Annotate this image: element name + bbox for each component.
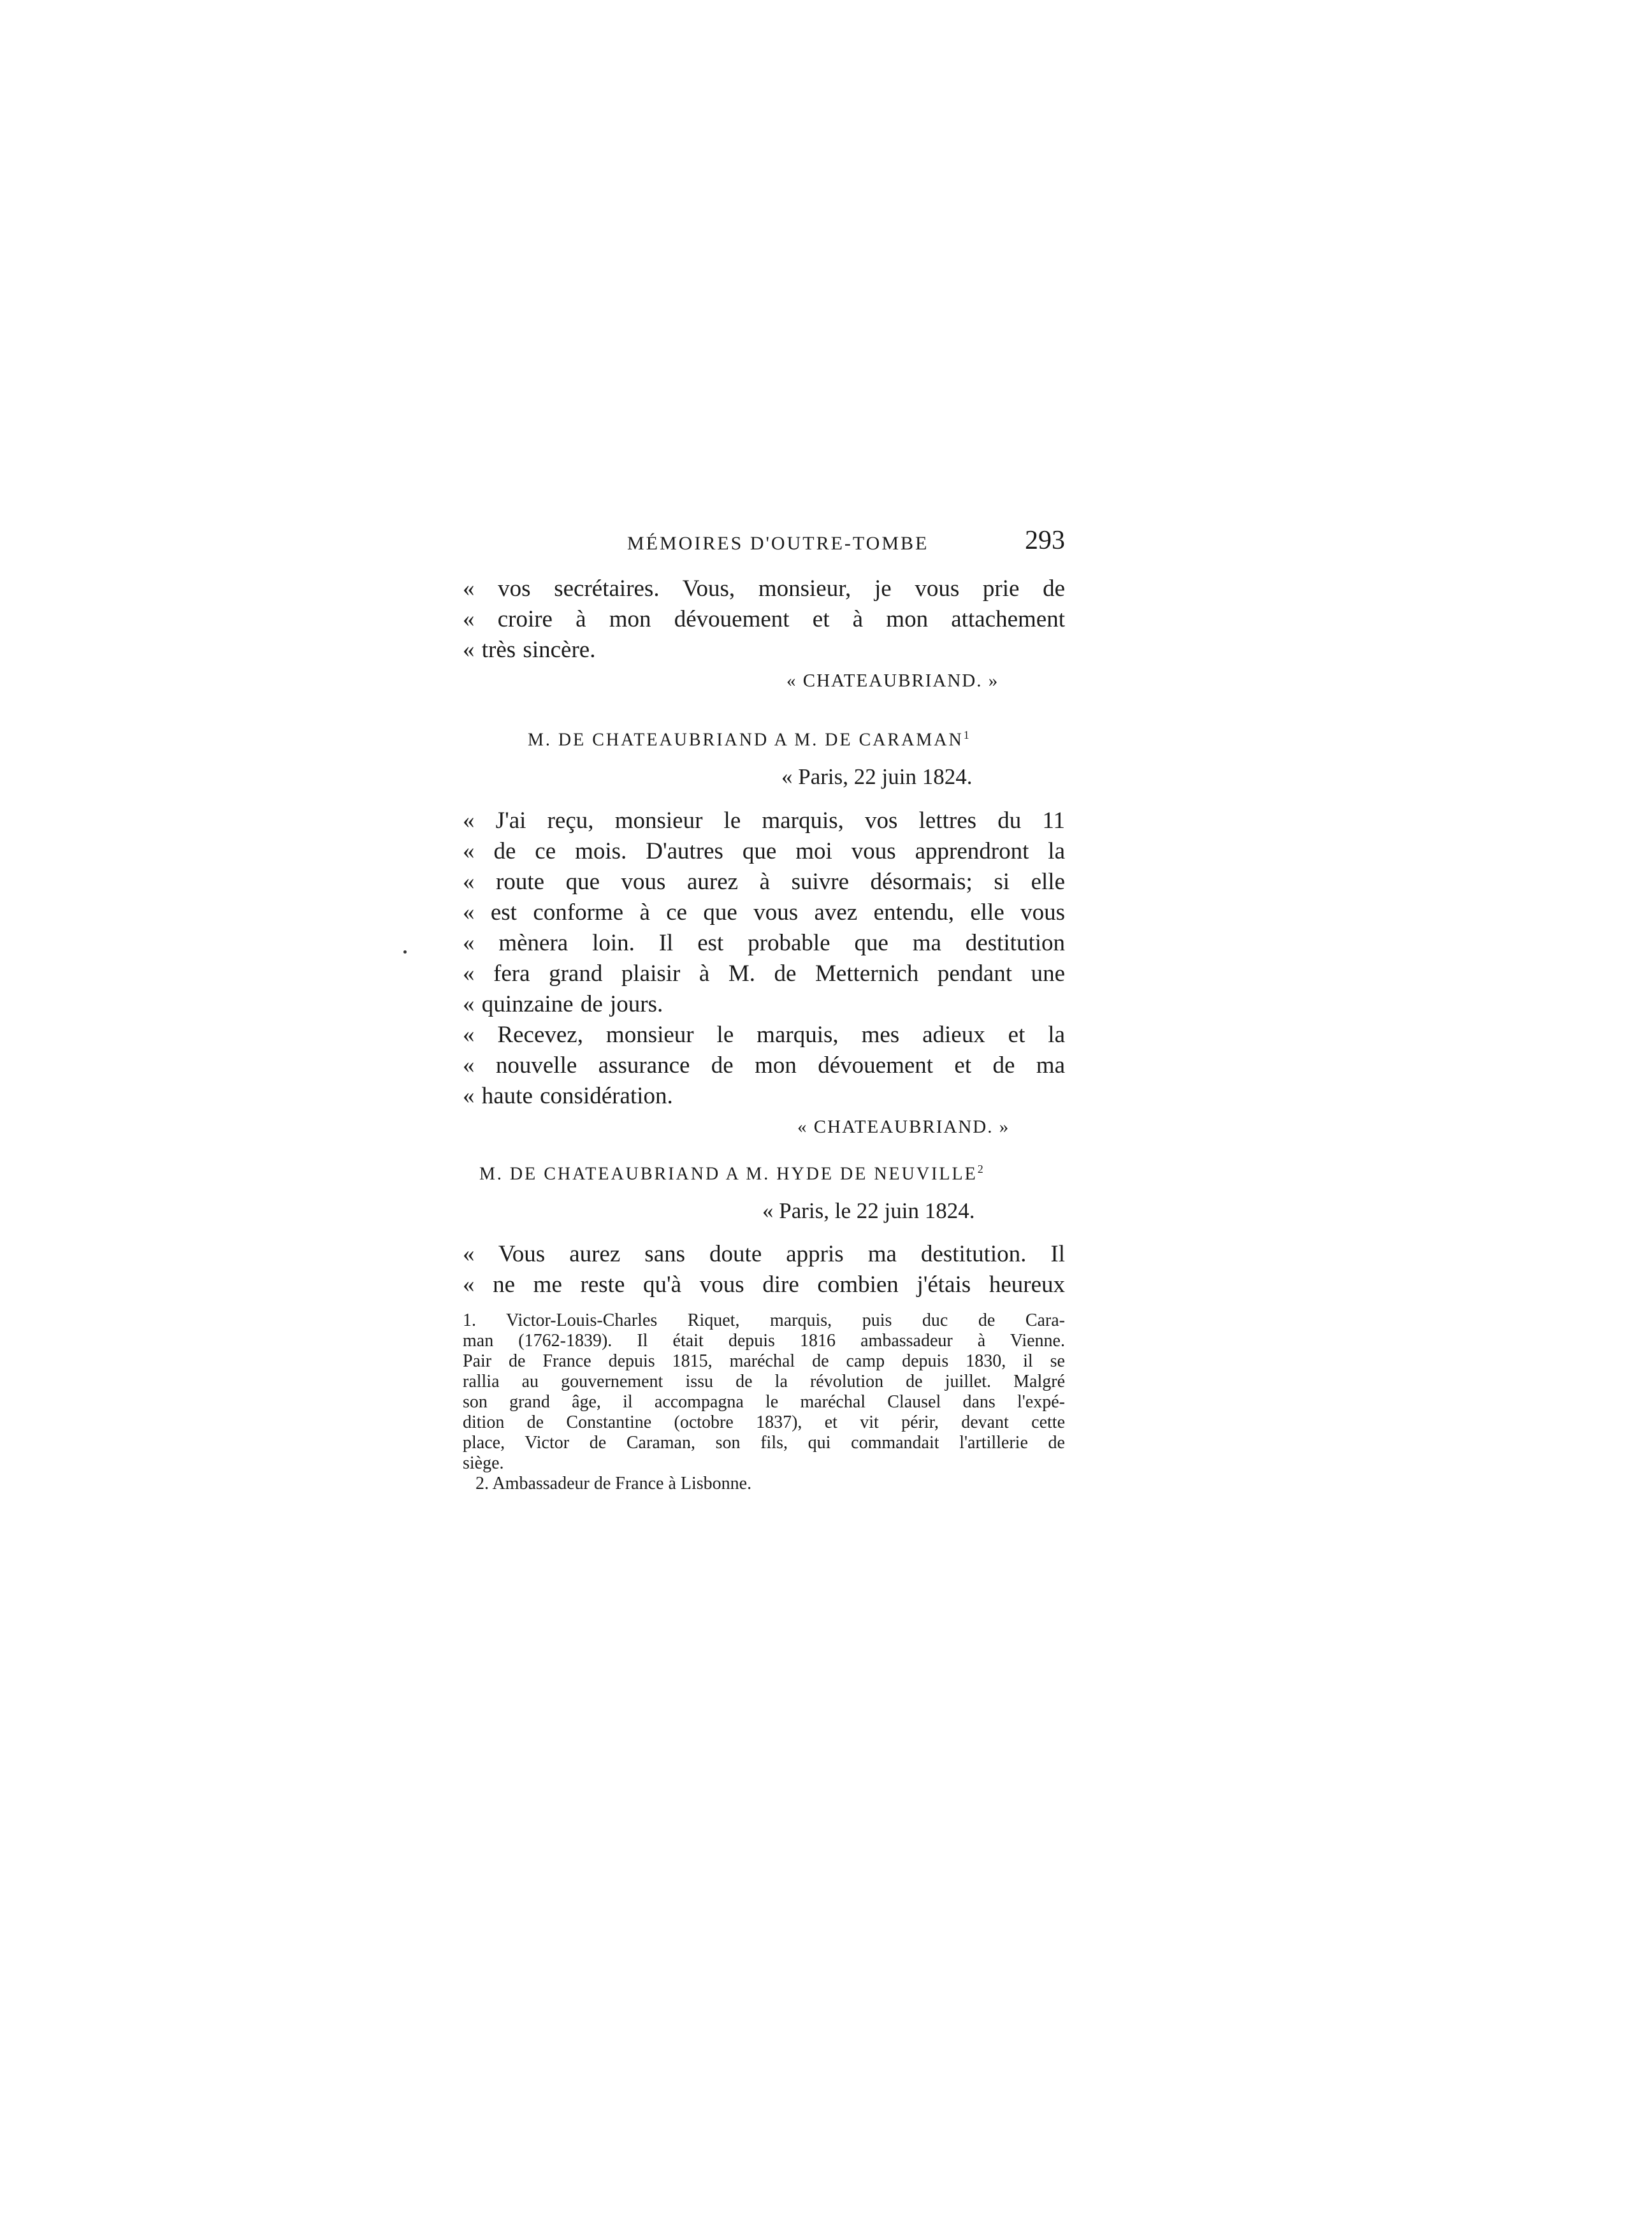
running-title: MÉMOIRES D'OUTRE-TOMBE bbox=[627, 533, 929, 554]
footnotes bbox=[463, 1310, 1065, 1494]
text-line: « fera grand plaisir à M. de Metternich pendant une bbox=[463, 961, 1065, 987]
signature: « CHATEAUBRIAND. » bbox=[786, 671, 999, 691]
text-line: « J'ai reçu, monsieur le marquis, vos lettres du 11 bbox=[463, 808, 1065, 834]
footnote-ref: 2 bbox=[977, 1163, 985, 1175]
text-line: « vos secrétaires. Vous, monsieur, je vous prie de bbox=[463, 576, 1065, 602]
text-line: « croire à mon dévouement et à mon attachement bbox=[463, 606, 1065, 632]
heading-text: M. DE CHATEAUBRIAND A M. DE CARAMAN bbox=[528, 730, 964, 750]
text-line: « est conforme à ce que vous avez entendu, elle vous bbox=[463, 899, 1065, 926]
letter-2-date: « Paris, 22 juin 1824. bbox=[781, 764, 973, 789]
text-line: « haute considération. bbox=[463, 1083, 673, 1109]
letter-3-heading bbox=[479, 1163, 985, 1184]
footnote-line: dition de Constantine (octobre 1837), et vit périr, devant cette bbox=[463, 1412, 1065, 1432]
footnote-line: son grand âge, il accompagna le maréchal Clausel dans l'expé- bbox=[463, 1392, 1065, 1412]
letter-2-body bbox=[463, 806, 1065, 1142]
signature: « CHATEAUBRIAND. » bbox=[797, 1117, 1010, 1137]
text-line: « Vous aurez sans doute appris ma destitution. Il bbox=[463, 1241, 1065, 1267]
letter-2-heading bbox=[528, 729, 971, 750]
text-line: « ne me reste qu'à vous dire combien j'étais heureux bbox=[463, 1272, 1065, 1298]
footnote-line: man (1762-1839). Il était depuis 1816 ambassadeur à Vienne. bbox=[463, 1331, 1065, 1351]
text-line: « quinzaine de jours. bbox=[463, 991, 663, 1017]
letter-3-date: « Paris, le 22 juin 1824. bbox=[762, 1198, 975, 1223]
footnote-ref: 1 bbox=[963, 729, 971, 741]
text-line: « nouvelle assurance de mon dévouement et de ma bbox=[463, 1052, 1065, 1078]
footnote-line: Pair de France depuis 1815, maréchal de camp depuis 1830, il se bbox=[463, 1351, 1065, 1371]
text-line: « de ce mois. D'autres que moi vous apprendront la bbox=[463, 838, 1065, 864]
letter-1-ending bbox=[463, 574, 1065, 696]
page-header bbox=[463, 524, 1065, 562]
text-line: « Recevez, monsieur le marquis, mes adieux et la bbox=[463, 1022, 1065, 1048]
text-line: « mènera loin. Il est probable que ma destitution bbox=[463, 930, 1065, 956]
heading-text: M. DE CHATEAUBRIAND A M. HYDE DE NEUVILLE bbox=[479, 1164, 978, 1184]
letter-3-body bbox=[463, 1239, 1065, 1300]
footnote-line: siège. bbox=[463, 1453, 504, 1473]
text-line: « route que vous aurez à suivre désormais; si elle bbox=[463, 869, 1065, 895]
stray-mark bbox=[403, 950, 407, 954]
footnote-line: place, Victor de Caraman, son fils, qui commandait l'artillerie de bbox=[463, 1433, 1065, 1453]
page-number: 293 bbox=[1025, 526, 1065, 555]
footnote-line: rallia au gouvernement issu de la révolution de juillet. Malgré bbox=[463, 1372, 1065, 1391]
footnote-line: 1. Victor-Louis-Charles Riquet, marquis, puis duc de Cara- bbox=[463, 1310, 1065, 1330]
footnote-2: 2. Ambassadeur de France à Lisbonne. bbox=[475, 1474, 752, 1493]
text-line: « très sincère. bbox=[463, 637, 596, 663]
